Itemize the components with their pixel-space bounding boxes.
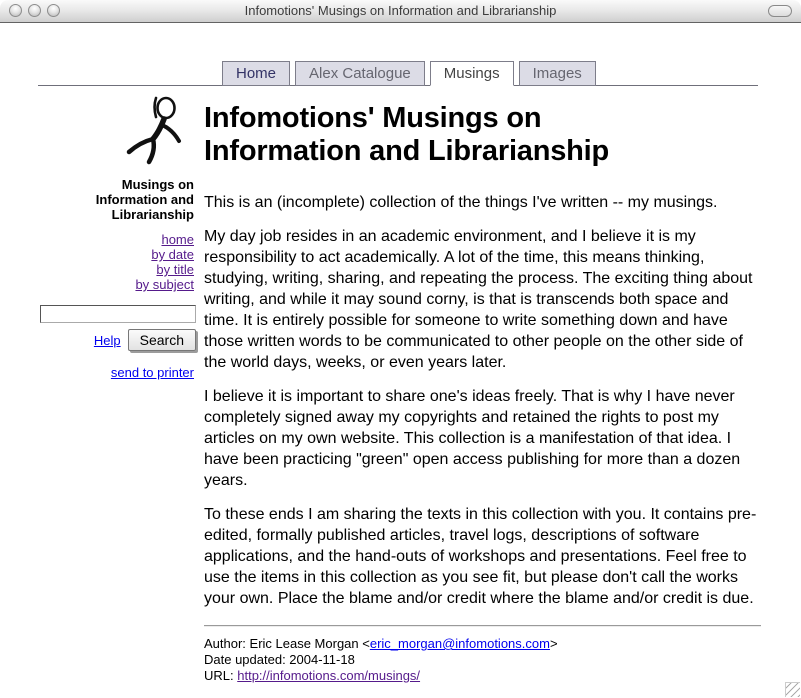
main-content [204,102,761,684]
tab-home[interactable]: Home [222,61,290,86]
tab-images[interactable]: Images [519,61,596,86]
sidebar-link-by-date[interactable]: by date [151,247,194,262]
sidebar [40,96,196,382]
page-title: Infomotions' Musings on Information and Librarianship [204,102,610,167]
url-prefix: URL: [204,668,238,683]
author-email-link[interactable]: eric_morgan@infomotions.com [369,636,550,651]
author-line [204,636,761,652]
window-title: Infomotions' Musings on Information and Librarianship [244,3,557,18]
resize-grip[interactable] [785,682,800,697]
sidebar-link-home[interactable]: home [161,232,194,247]
tab-alex-catalogue[interactable]: Alex Catalogue [295,61,425,86]
url-line [204,668,761,684]
footer-divider [204,625,761,627]
sidebar-site-title: Musings on Information and Librarianship [95,177,194,222]
sidebar-link-by-subject[interactable]: by subject [135,277,194,292]
toolbar-toggle-button[interactable] [768,5,792,17]
help-link[interactable]: Help [93,332,121,348]
author-suffix: > [549,636,558,651]
day-job-paragraph: My day job resides in an academic environment, and I believe it is my responsibility to act academically. A lot of the time, this means thinking, studying, writing, sharing, and repeating the process. The exciting thing about writing, and while it may sound corny, is that is transcends both space and time. It is entirely possible for someone to write something down and have those written words to be communicated to other people on the other side of the world days, weeks, or even years later. [204,228,753,371]
page-footer [204,636,761,684]
search-row [40,329,196,351]
sidebar-link-by-title[interactable]: by title [156,262,194,277]
send-to-printer-link[interactable]: send to printer [110,365,194,380]
tab-bar [38,61,758,86]
search-button[interactable]: Search [128,329,196,351]
window-titlebar [0,0,801,23]
dancing-figure-icon [124,96,186,171]
intro-paragraph: This is an (incomplete) collection of the things I've written -- my musings. [204,194,718,211]
sidebar-nav [40,232,194,292]
sharing-texts-paragraph: To these ends I am sharing the texts in this collection with you. It contains pre-edited, formally published articles, travel logs, descriptions of software applications, and the hand-outs of workshops and presentations. Feel free to use the items in this collection as you see fit, but please don't call the works your own. Place the blame and/or credit where the blame and/or credit is due. [204,506,757,607]
author-prefix: Author: Eric Lease Morgan < [204,636,370,651]
date-updated-line: Date updated: 2004-11-18 [204,652,355,667]
search-input[interactable] [40,305,196,323]
share-ideas-paragraph: I believe it is important to share one's ideas freely. That is why I have never completely signed away my copyrights and retained the rights to post my articles on my own website. This collection is a manifestation of that idea. I have been practicing "green" open access publishing for more than a dozen years. [204,388,741,489]
site-url-link[interactable]: http://infomotions.com/musings/ [237,668,421,683]
tab-musings[interactable]: Musings [430,61,514,86]
